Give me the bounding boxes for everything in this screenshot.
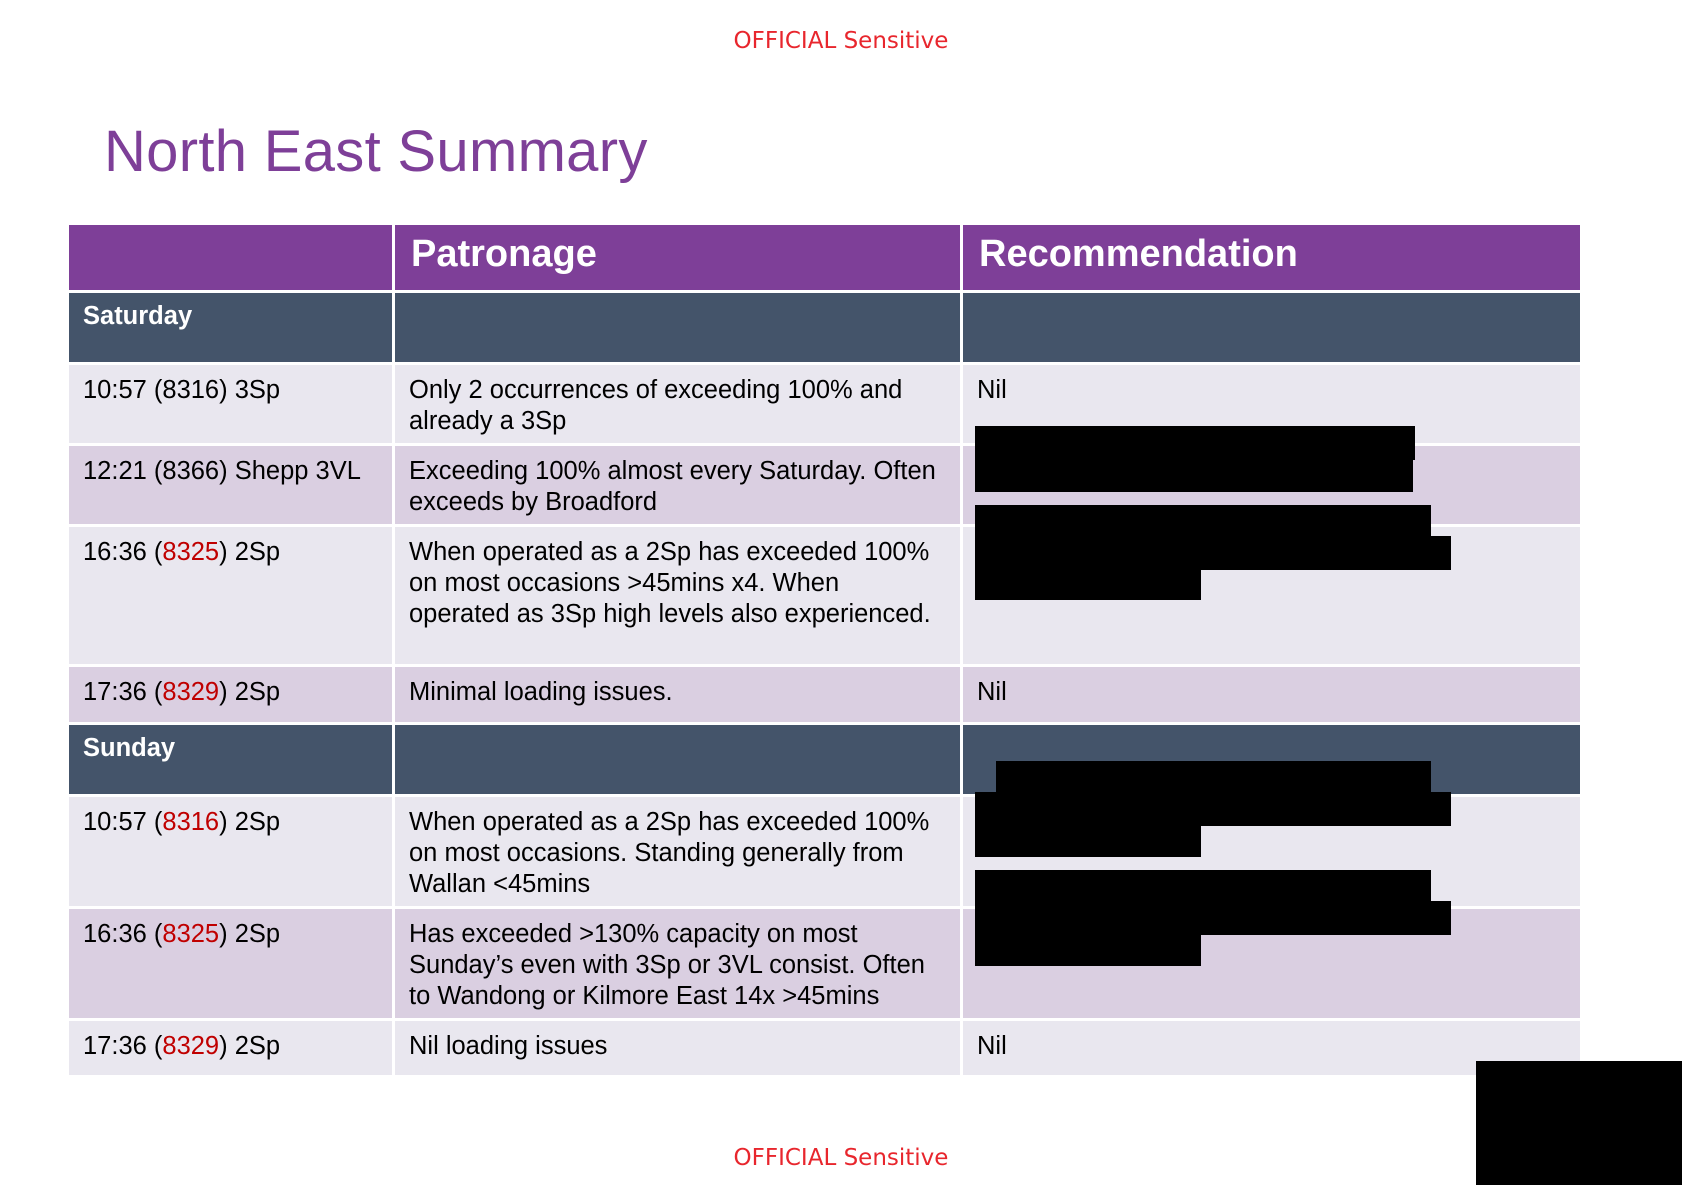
service-time: 16:36 ( [83,538,163,566]
service-time: 10:57 ( [83,376,163,404]
header-patronage: Patronage [394,224,962,292]
redaction-block [975,505,1431,539]
service-cell [68,908,394,1020]
table-row [68,666,1582,724]
redaction-block [975,536,1451,570]
redaction-block [975,901,1451,935]
header-recommendation: Recommendation [962,224,1582,292]
train-number: 8325 [162,920,220,948]
train-consist: ) 3Sp [219,376,281,404]
service-cell [68,666,394,724]
train-number: 8325 [162,538,220,566]
summary-table [66,222,1583,1078]
redaction-block [975,933,1201,966]
patronage-cell: Has exceeded >130% capacity on most Sunday’s even with 3Sp or 3VL consist. Often to Wandong or Kilmore East 14x >45mins [394,908,962,1020]
service-cell [68,1020,394,1077]
section-label: Saturday [68,292,394,364]
train-number: 8366 [162,457,220,485]
train-consist: ) Shepp 3VL [219,457,361,485]
recommendation-cell: Nil [962,364,1582,445]
service-time: 16:36 ( [83,920,163,948]
service-cell [68,526,394,666]
train-number: 8329 [162,1032,220,1060]
header-blank [68,224,394,292]
redaction-block [975,824,1201,857]
table-header-row [68,224,1582,292]
patronage-cell: When operated as a 2Sp has exceeded 100% on most occasions. Standing generally from Wallan <45mins [394,796,962,908]
recommendation-cell: Nil [962,666,1582,724]
section-cell-empty [962,292,1582,364]
recommendation-cell: Nil [962,1020,1582,1077]
section-cell-empty [394,292,962,364]
patronage-cell: Minimal loading issues. [394,666,962,724]
patronage-cell: Only 2 occurrences of exceeding 100% and already a 3Sp [394,364,962,445]
section-cell-empty [394,724,962,796]
service-cell [68,796,394,908]
train-consist: ) 2Sp [219,678,281,706]
service-cell [68,364,394,445]
classification-marking-bottom: OFFICIAL Sensitive [733,1145,949,1171]
redaction-block [996,761,1431,795]
train-number: 8316 [162,376,220,404]
train-consist: ) 2Sp [219,920,281,948]
service-time: 17:36 ( [83,678,163,706]
section-label: Sunday [68,724,394,796]
train-consist: ) 2Sp [219,808,281,836]
train-number: 8316 [162,808,220,836]
train-number: 8329 [162,678,220,706]
service-time: 10:57 ( [83,808,163,836]
redaction-block [975,792,1451,826]
train-consist: ) 2Sp [219,538,281,566]
redaction-block [975,870,1431,904]
redaction-block [975,568,1201,600]
section-row-saturday [68,292,1582,364]
service-time: 17:36 ( [83,1032,163,1060]
patronage-cell: Exceeding 100% almost every Saturday. Often exceeds by Broadford [394,445,962,526]
patronage-cell: Nil loading issues [394,1020,962,1077]
table-row [68,1020,1582,1077]
redaction-block [975,458,1413,492]
patronage-cell: When operated as a 2Sp has exceeded 100% on most occasions >45mins x4. When operated as 3Sp high levels also experienced. [394,526,962,666]
page-title: North East Summary [104,119,648,184]
service-cell [68,445,394,526]
train-consist: ) 2Sp [219,1032,281,1060]
service-time: 12:21 ( [83,457,163,485]
redaction-block [975,426,1415,460]
classification-marking-top: OFFICIAL Sensitive [733,28,949,54]
